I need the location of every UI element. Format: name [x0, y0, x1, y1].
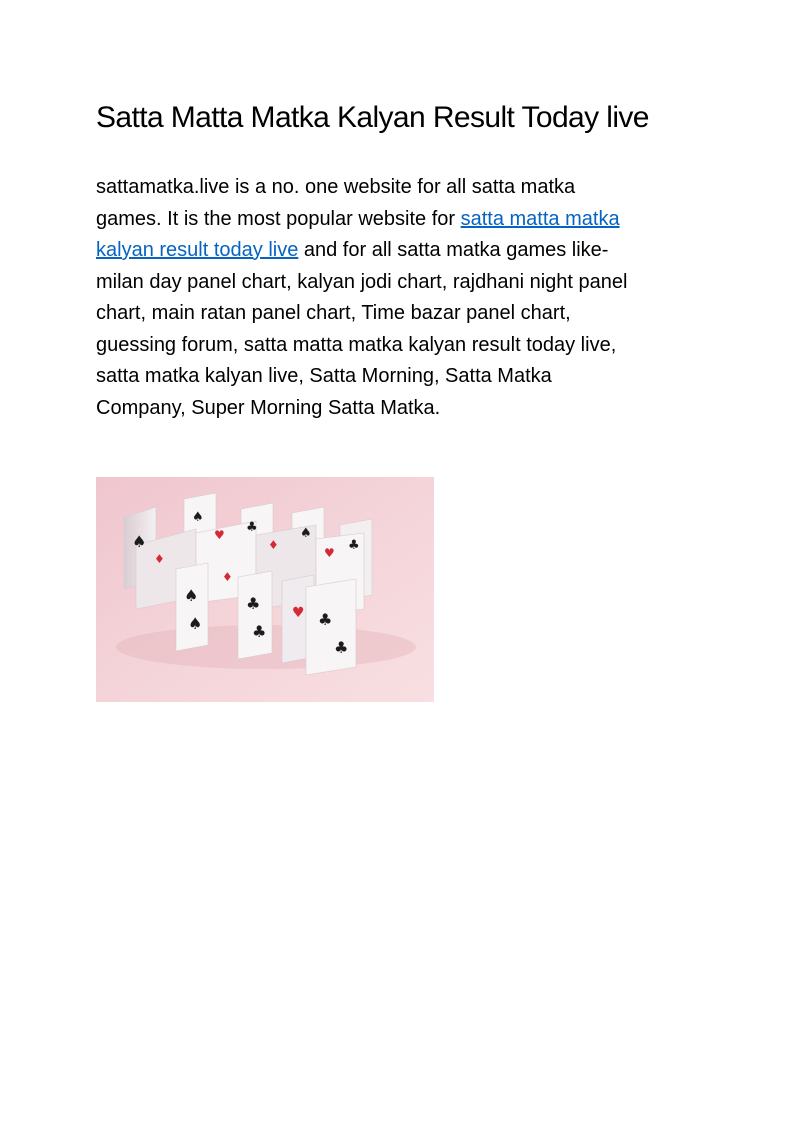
svg-text:♠: ♠ [188, 614, 203, 633]
paragraph-text: and for all satta matka games like- [298, 239, 609, 261]
page-title: Satta Matta Matka Kalyan Result Today live [96, 101, 649, 134]
svg-text:♣: ♣ [348, 538, 360, 553]
svg-text:♦: ♦ [222, 570, 233, 584]
svg-text:♣: ♣ [252, 622, 267, 641]
satta-result-link-part-1[interactable]: satta matta matka [460, 207, 620, 230]
svg-text:♠: ♠ [132, 532, 147, 551]
svg-text:♠: ♠ [192, 510, 204, 525]
paragraph-text: games. It is the most popular website for [96, 207, 461, 230]
intro-paragraph [96, 172, 704, 424]
satta-result-link-part-2[interactable]: kalyan result today live [96, 239, 299, 261]
playing-cards-photo [96, 477, 434, 702]
svg-text:♥: ♥ [324, 546, 335, 560]
svg-text:♣: ♣ [246, 520, 258, 535]
paragraph-line-4: milan day panel chart, kalyan jodi chart, rajdhani night panel [96, 270, 628, 293]
svg-text:♣: ♣ [246, 594, 261, 613]
paragraph-line-8: Company, Super Morning Satta Matka. [96, 396, 441, 419]
paragraph-line-3 [96, 235, 704, 267]
paragraph-line-7: satta matka kalyan live, Satta Morning, Satta Matka [96, 365, 552, 387]
svg-text:♠: ♠ [300, 526, 312, 541]
svg-text:♥: ♥ [292, 605, 305, 621]
svg-text:♠: ♠ [184, 586, 199, 605]
svg-text:♦: ♦ [154, 552, 165, 566]
svg-text:♣: ♣ [318, 610, 333, 629]
svg-text:♣: ♣ [334, 638, 349, 657]
paragraph-line-6: guessing forum, satta matta matka kalyan result today live, [96, 333, 617, 356]
paragraph-line-5: chart, main ratan panel chart, Time bazar panel chart, [96, 302, 571, 324]
svg-text:♥: ♥ [214, 528, 225, 542]
playing-cards-illustration [96, 477, 434, 702]
paragraph-line-1: sattamatka.live is a no. one website for all satta matka [96, 176, 576, 198]
paragraph-line-2 [96, 204, 704, 236]
svg-text:♦: ♦ [268, 538, 279, 552]
